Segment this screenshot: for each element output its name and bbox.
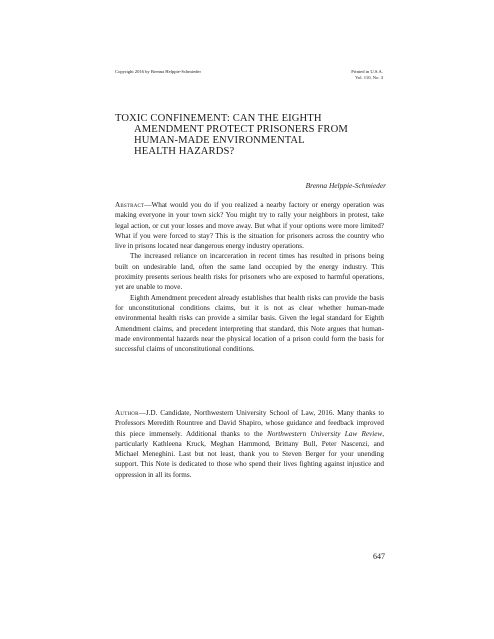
abstract-section [115, 200, 384, 354]
abstract-paragraph-3: Eighth Amendment precedent already establishes that health risks can provide the basis for unconstitutional conditions claims, but it is not as clear whether human-made environmental health risks can provide a similar basis. Given the legal standard for Eighth Amendment claims, and precedent interpreting that standard, this Note argues that human-made environmental hazards near the physical location of a prison could form the basis for successful claims of unconstitutional conditions. [115, 293, 384, 354]
author-label: Author [115, 409, 139, 417]
abstract-paragraph-1 [115, 200, 384, 251]
copyright-notice: Copyright 2016 by Brenna Helppie-Schmieder [115, 69, 201, 74]
author-note-paragraph [115, 408, 384, 480]
author-note-text-b: , particularly Kathleena Kruck, Meghan Hammond, Brittany Bull, Peter Nascenzi, and Michael Meneghini. Last but not least, thank you to Steven Berger for your unending support. This Note is dedicated to those who spend their lives fighting against injustice and oppression in all its forms. [115, 429, 384, 479]
volume-issue: Vol. 110, No. 3 [355, 75, 383, 80]
printed-in: Printed in U.S.A. [351, 69, 383, 74]
journal-name: Northwestern University Law Review [267, 429, 383, 438]
abstract-label: Abstract [115, 201, 145, 209]
author-note-section [115, 408, 384, 480]
page-number: 647 [373, 552, 385, 561]
author-note-text-a: —J.D. Candidate, Northwestern University School of Law, 2016. Many thanks to Professors Meredith Rountree and David Shapiro, whose guidance and feedback improved this piece immensely. Additional thanks to the [115, 409, 384, 438]
abstract-paragraph-2: The increased reliance on incarceration in recent times has resulted in prisons being built on undesirable land, often the same land occupied by the energy industry. This proximity presents serious health risks for prisoners who are exposed to harmful operations, yet are unable to move. [115, 252, 384, 292]
author-name: Brenna Helppie-Schmieder [305, 181, 386, 190]
title-line-2: AMENDMENT PROTECT PRISONERS FROM [134, 124, 348, 135]
publication-info [351, 69, 383, 81]
title-line-4: HEALTH HAZARDS? [134, 146, 235, 157]
title-line-1: TOXIC CONFINEMENT: CAN THE EIGHTH [115, 113, 322, 124]
abstract-text-1: —What would you do if you realized a nearby factory or energy operation was making everyone in your town sick? You might try to rally your neighbors in protest, take legal action, or cut your losses and move away. But what if your options were more limited? What if you were forced to stay? This is the situation for prisoners across the country who live in prisons located near dangerous energy industry operations. [115, 201, 384, 251]
title-line-3: HUMAN-MADE ENVIRONMENTAL [134, 135, 305, 146]
article-title [115, 113, 385, 157]
